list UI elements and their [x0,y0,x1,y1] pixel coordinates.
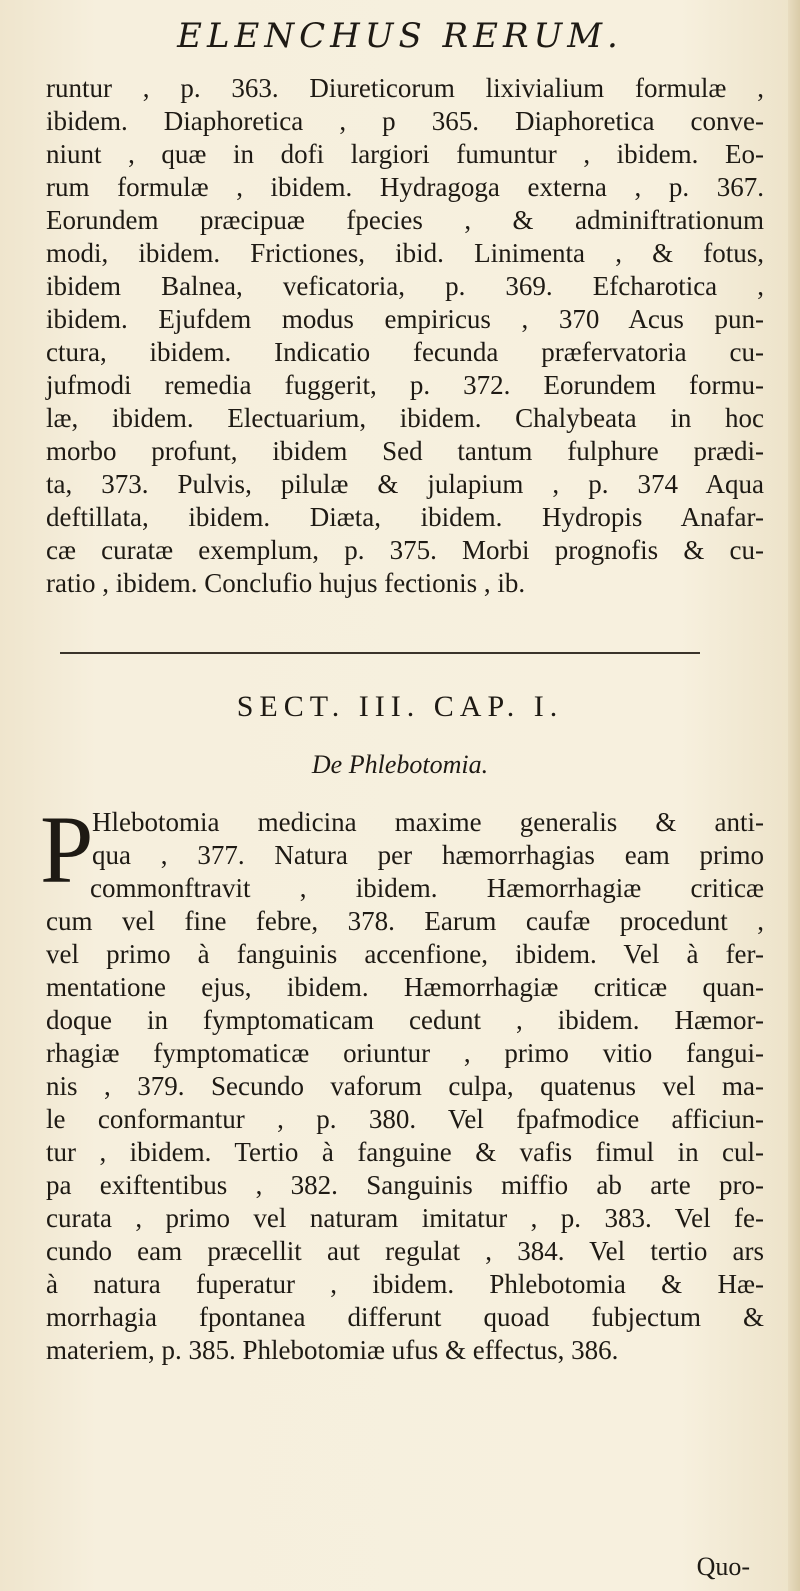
index-line: jufmodi remedia fuggerit, p. 372. Eorundem formu- [46,370,764,400]
body-line: nis , 379. Secundo vaforum culpa, quatenus vel ma- [46,1071,764,1101]
index-paragraph [46,72,764,600]
chapter-title: De Phlebotomia. [311,750,489,779]
index-line: ratio , ibidem. Conclufio hujus fectionis , ib. [46,568,526,598]
index-line: cæ curatæ exemplum, p. 375. Morbi prognofis & cu- [46,535,764,565]
index-line: ibidem Balnea, veficatoria, p. 369. Efcharotica , [46,271,764,301]
body-line: cum vel fine febre, 378. Earum caufæ procedunt , [46,906,764,936]
body-line: tur , ibidem. Tertio à fanguine & vafis fimul in cul- [46,1137,764,1167]
index-line: ctura, ibidem. Indicatio fecunda præfervatoria cu- [46,337,764,367]
index-line: deftillata, ibidem. Diæta, ibidem. Hydropis Anafar- [46,502,764,532]
index-line: morbo profunt, ibidem Sed tantum fulphure prædi- [46,436,764,466]
index-line: modi, ibidem. Frictiones, ibid. Linimenta , & fotus, [46,238,764,268]
catchword: Quo- [696,1552,750,1581]
body-line: cundo eam præcellit aut regulat , 384. Vel tertio ars [46,1236,764,1266]
drop-cap: P [40,796,94,903]
body-line: le conformantur , p. 380. Vel fpafmodice afficiun- [46,1104,764,1134]
running-head: ELENCHUS RERUM. [177,16,623,56]
index-line: rum formulæ , ibidem. Hydragoga externa , p. 367. [46,172,764,202]
body-line: qua , 377. Natura per hæmorrhagias eam primo [92,840,764,870]
index-line: niunt , quæ in dofi largiori fumuntur , ibidem. Eo- [46,139,764,169]
index-line: ibidem. Ejufdem modus empiricus , 370 Acus pun- [46,304,764,334]
body-line: curata , primo vel naturam imitatur , p. 383. Vel fe- [46,1203,764,1233]
body-line: vel primo à fanguinis accenfione, ibidem. Vel à fer- [46,939,764,969]
index-line: ibidem. Diaphoretica , p 365. Diaphoretica conve- [46,106,764,136]
index-line: runtur , p. 363. Diureticorum lixivialium formulæ , [46,73,764,103]
body-line: Hlebotomia medicina maxime generalis & anti- [92,807,764,837]
body-line: materiem, p. 385. Phlebotomiæ ufus & effectus, 386. [46,1335,619,1365]
index-line: ta, 373. Pulvis, pilulæ & julapium , p. 374 Aqua [46,469,764,499]
body-line: commonftravit , ibidem. Hæmorrhagiæ criticæ [90,873,764,903]
section-heading: SECT. III. CAP. I. [236,690,564,723]
body-line: pa exiftentibus , 382. Sanguinis miffio ab arte pro- [46,1170,764,1200]
body-line: à natura fuperatur , ibidem. Phlebotomia & Hæ- [46,1269,764,1299]
section-divider [60,652,700,654]
index-line: læ, ibidem. Electuarium, ibidem. Chalybeata in hoc [46,403,764,433]
body-line: rhagiæ fymptomaticæ oriuntur , primo vitio fangui- [46,1038,764,1068]
body-line: morrhagia fpontanea differunt quoad fubjectum & [46,1302,764,1332]
body-line: mentatione ejus, ibidem. Hæmorrhagiæ criticæ quan- [46,972,764,1002]
index-line: Eorundem præcipuæ fpecies , & adminiftrationum [46,205,764,235]
page-edge [788,0,800,1591]
chapter-paragraph [46,806,764,1367]
body-line: doque in fymptomaticam cedunt , ibidem. Hæmor- [46,1005,764,1035]
